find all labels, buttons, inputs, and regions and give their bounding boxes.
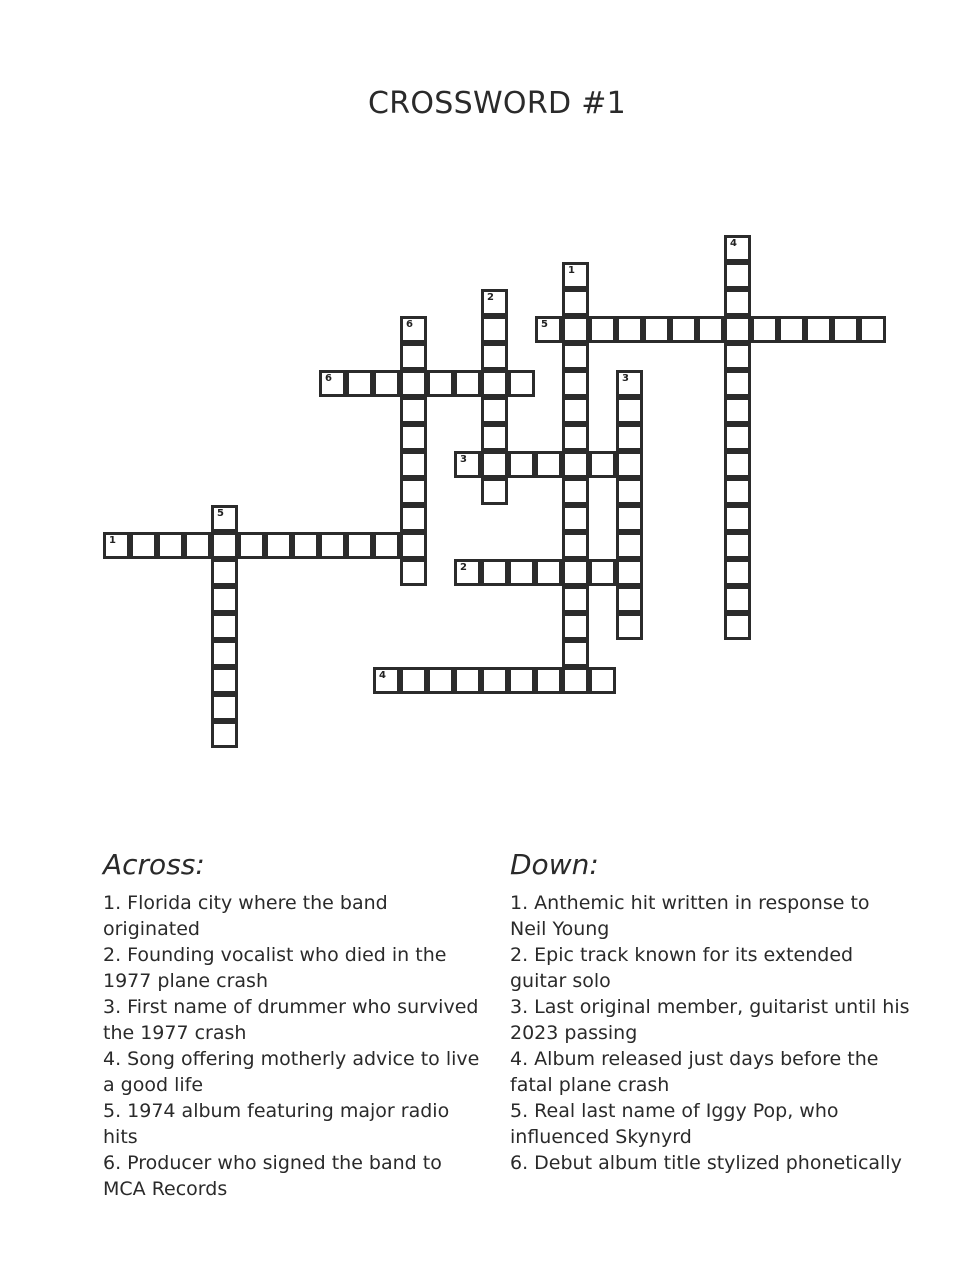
crossword-cell[interactable] [724, 397, 751, 424]
crossword-cell[interactable] [211, 559, 238, 586]
clue-number-down-3: 3 [622, 373, 629, 384]
page-title: CROSSWORD #1 [367, 86, 627, 121]
crossword-cell[interactable] [400, 343, 427, 370]
down-clue-5: 5. Real last name of Iggy Pop, who influenced Skynyrd [510, 1100, 839, 1148]
crossword-cell[interactable] [616, 613, 643, 640]
clue-number-across-3: 3 [460, 454, 467, 465]
crossword-cell[interactable] [508, 370, 535, 397]
crossword-cell[interactable] [211, 532, 238, 559]
crossword-cell[interactable] [562, 451, 589, 478]
crossword-cell[interactable] [724, 316, 751, 343]
clue-number-across-2: 2 [460, 562, 467, 573]
crossword-cell[interactable] [562, 667, 589, 694]
crossword-cell[interactable] [832, 316, 859, 343]
crossword-cell[interactable] [562, 397, 589, 424]
crossword-cell[interactable] [724, 235, 751, 262]
crossword-cell[interactable] [724, 559, 751, 586]
crossword-cell[interactable] [508, 451, 535, 478]
crossword-cell[interactable] [400, 532, 427, 559]
crossword-cell[interactable] [400, 316, 427, 343]
crossword-cell[interactable] [562, 316, 589, 343]
crossword-cell[interactable] [265, 532, 292, 559]
crossword-cell[interactable] [616, 505, 643, 532]
crossword-cell[interactable] [616, 397, 643, 424]
crossword-cell[interactable] [724, 451, 751, 478]
crossword-cell[interactable] [481, 667, 508, 694]
crossword-cell[interactable] [805, 316, 832, 343]
crossword-cell[interactable] [211, 586, 238, 613]
crossword-cell[interactable] [481, 424, 508, 451]
crossword-cell[interactable] [724, 262, 751, 289]
crossword-cell[interactable] [724, 370, 751, 397]
clue-number-down-4: 4 [730, 238, 737, 249]
crossword-cell[interactable] [211, 505, 238, 532]
crossword-cell[interactable] [481, 343, 508, 370]
crossword-cell[interactable] [616, 586, 643, 613]
crossword-cell[interactable] [562, 370, 589, 397]
crossword-cell[interactable] [481, 397, 508, 424]
across-clue-4: 4. Song offering motherly advice to live a good life [103, 1048, 480, 1096]
crossword-cell[interactable] [859, 316, 886, 343]
crossword-cell[interactable] [562, 559, 589, 586]
crossword-cell[interactable] [481, 370, 508, 397]
crossword-cell[interactable] [157, 532, 184, 559]
crossword-cell[interactable] [751, 316, 778, 343]
clue-number-across-5: 5 [541, 319, 548, 330]
across-clue-6: 6. Producer who signed the band to MCA Records [103, 1152, 442, 1200]
down-clue-1: 1. Anthemic hit written in response to Neil Young [510, 892, 870, 940]
clue-number-across-6: 6 [325, 373, 332, 384]
crossword-cell[interactable] [562, 640, 589, 667]
across-clue-5: 5. 1974 album featuring major radio hits [103, 1100, 450, 1148]
crossword-cell[interactable] [319, 532, 346, 559]
crossword-cell[interactable] [454, 370, 481, 397]
clue-number-down-1: 1 [568, 265, 575, 276]
down-heading: Down: [510, 848, 599, 881]
crossword-cell[interactable] [481, 316, 508, 343]
clue-number-across-4: 4 [379, 670, 386, 681]
crossword-cell[interactable] [346, 532, 373, 559]
crossword-cell[interactable] [373, 370, 400, 397]
crossword-cell[interactable] [400, 424, 427, 451]
crossword-cell[interactable] [724, 289, 751, 316]
crossword-cell[interactable] [724, 613, 751, 640]
crossword-cell[interactable] [508, 667, 535, 694]
crossword-cell[interactable] [319, 370, 346, 397]
crossword-cell[interactable] [481, 478, 508, 505]
crossword-cell[interactable] [211, 694, 238, 721]
crossword-cell[interactable] [562, 478, 589, 505]
crossword-cell[interactable] [481, 451, 508, 478]
crossword-cell[interactable] [562, 613, 589, 640]
crossword-cell[interactable] [562, 289, 589, 316]
crossword-cell[interactable] [400, 478, 427, 505]
crossword-cell[interactable] [400, 667, 427, 694]
crossword-cell[interactable] [535, 316, 562, 343]
crossword-cell[interactable] [373, 532, 400, 559]
crossword-cell[interactable] [481, 289, 508, 316]
crossword-cell[interactable] [670, 316, 697, 343]
crossword-cell[interactable] [427, 667, 454, 694]
crossword-cell[interactable] [400, 451, 427, 478]
down-clue-6: 6. Debut album title stylized phonetically [510, 1152, 902, 1174]
crossword-cell[interactable] [562, 262, 589, 289]
clue-number-down-2: 2 [487, 292, 494, 303]
across-clue-1: 1. Florida city where the band originated [103, 892, 388, 940]
crossword-cell[interactable] [427, 370, 454, 397]
crossword-cell[interactable] [481, 559, 508, 586]
crossword-cell[interactable] [562, 343, 589, 370]
crossword-cell[interactable] [724, 532, 751, 559]
crossword-cell[interactable] [724, 505, 751, 532]
crossword-cell[interactable] [103, 532, 130, 559]
crossword-cell[interactable] [562, 586, 589, 613]
crossword-cell[interactable] [616, 451, 643, 478]
crossword-cell[interactable] [562, 505, 589, 532]
crossword-cell[interactable] [508, 559, 535, 586]
crossword-cell[interactable] [535, 667, 562, 694]
across-clue-3: 3. First name of drummer who survived the 1977 crash [103, 996, 479, 1044]
crossword-cell[interactable] [616, 424, 643, 451]
crossword-cell[interactable] [643, 316, 670, 343]
crossword-cell[interactable] [400, 559, 427, 586]
crossword-cell[interactable] [454, 451, 481, 478]
crossword-cell[interactable] [400, 397, 427, 424]
crossword-cell[interactable] [535, 559, 562, 586]
crossword-cell[interactable] [238, 532, 265, 559]
crossword-cell[interactable] [589, 667, 616, 694]
crossword-cell[interactable] [454, 667, 481, 694]
crossword-cell[interactable] [211, 640, 238, 667]
crossword-cell[interactable] [724, 478, 751, 505]
crossword-cell[interactable] [697, 316, 724, 343]
crossword-cell[interactable] [724, 343, 751, 370]
down-clue-4: 4. Album released just days before the fatal plane crash [510, 1048, 879, 1096]
crossword-cell[interactable] [211, 721, 238, 748]
crossword-cell[interactable] [535, 451, 562, 478]
crossword-cell[interactable] [130, 532, 157, 559]
crossword-cell[interactable] [211, 667, 238, 694]
crossword-cell[interactable] [589, 559, 616, 586]
crossword-cell[interactable] [724, 586, 751, 613]
crossword-cell[interactable] [400, 505, 427, 532]
down-clue-2: 2. Epic track known for its extended guitar solo [510, 944, 854, 992]
crossword-cell[interactable] [562, 532, 589, 559]
crossword-cell[interactable] [562, 424, 589, 451]
crossword-cell[interactable] [724, 424, 751, 451]
crossword-cell[interactable] [616, 559, 643, 586]
crossword-cell[interactable] [400, 370, 427, 397]
crossword-cell[interactable] [778, 316, 805, 343]
crossword-cell[interactable] [373, 667, 400, 694]
crossword-cell[interactable] [292, 532, 319, 559]
crossword-cell[interactable] [616, 370, 643, 397]
across-heading: Across: [103, 848, 205, 881]
crossword-cell[interactable] [589, 451, 616, 478]
clue-number-down-6: 6 [406, 319, 413, 330]
down-clues [510, 848, 910, 1178]
crossword-cell[interactable] [616, 532, 643, 559]
down-clue-3: 3. Last original member, guitarist until his 2023 passing [510, 996, 910, 1044]
crossword-cell[interactable] [454, 559, 481, 586]
clue-number-down-5: 5 [217, 508, 224, 519]
crossword-cell[interactable] [616, 478, 643, 505]
crossword-cell[interactable] [616, 316, 643, 343]
crossword-cell[interactable] [184, 532, 211, 559]
across-clues [103, 848, 488, 1203]
clue-number-across-1: 1 [109, 535, 116, 546]
crossword-cell[interactable] [346, 370, 373, 397]
across-clue-2: 2. Founding vocalist who died in the 1977 plane crash [103, 944, 447, 992]
crossword-cell[interactable] [211, 613, 238, 640]
crossword-cell[interactable] [589, 316, 616, 343]
